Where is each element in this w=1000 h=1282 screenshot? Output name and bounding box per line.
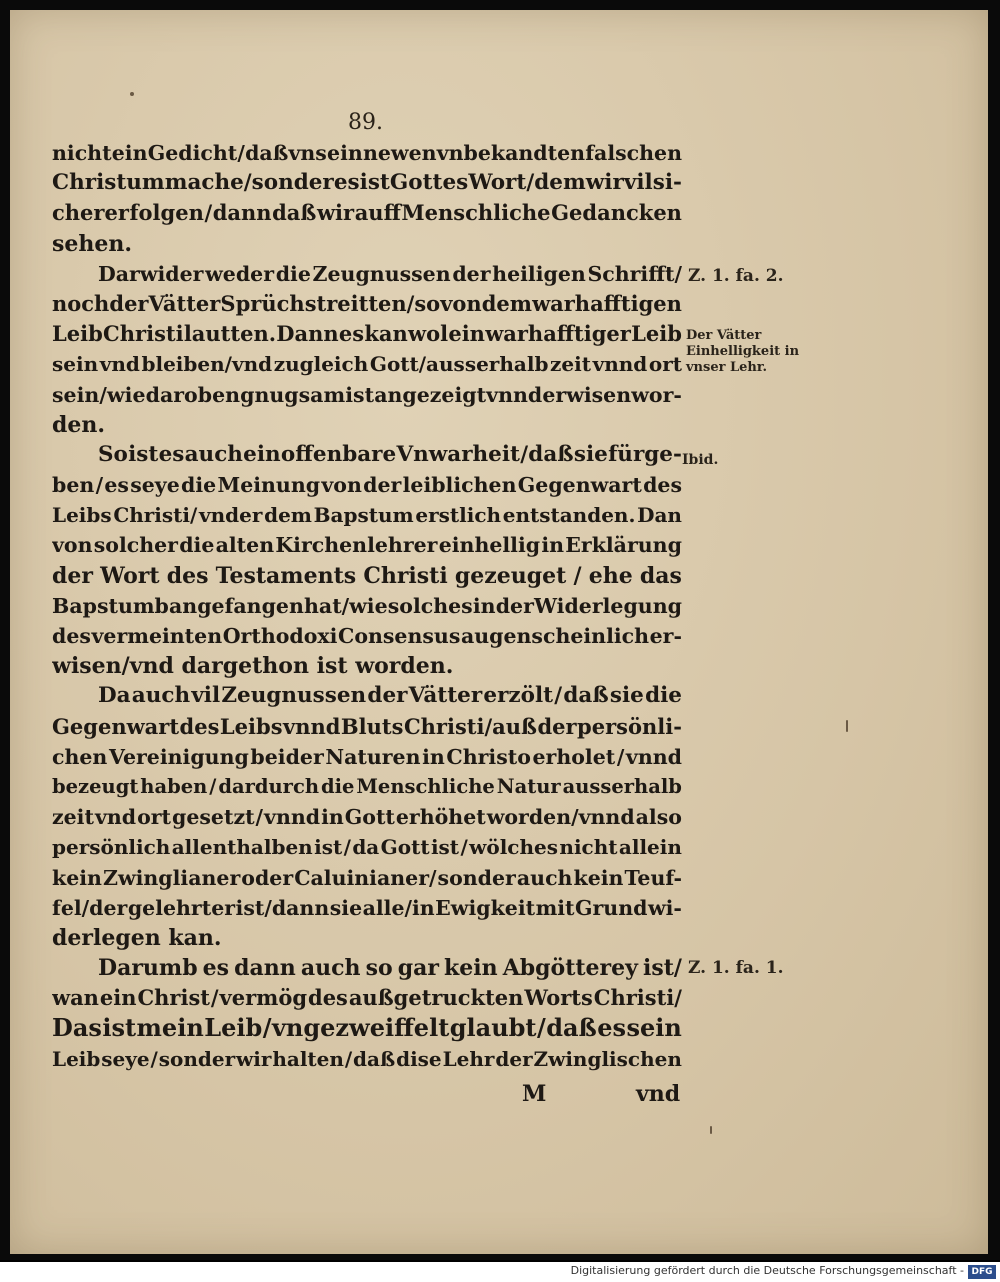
text-line: Leib Christi lautten. Dann es kan wol ein warhafftiger Leib [52,321,682,347]
page-number: 89. [348,110,383,135]
text-line: von solcher die alten Kirchenlehrer einhellig in Erklärung [52,533,682,558]
text-line: Darwider weder die Zeugnussen der heiligen Schrifft/ [98,261,682,286]
text-line: Das ist mein Leib / vngezweiffelt glaubt / daß es sein [52,1013,682,1043]
text-line: wan ein Christ / vermög des außgetruckten Worts Christi/ [52,985,682,1011]
text-line: der Wort des Testaments Christi gezeuget / ehe das [52,562,682,589]
text-line: des vermeinten Orthodoxi Consensus augenscheinlich er- [52,624,682,648]
book-page [10,10,988,1254]
text-line: Da auch vil Zeugnussen der Vätter erzölt / daß sie die [98,683,682,709]
paper-speck [710,1126,712,1134]
text-line: So ist es auch ein offenbare Vnwarheit / daß sie fürge- [98,441,682,467]
text-line: cherer folgen / dann daß wir auff Menschliche Gedancken [52,200,682,226]
footer-bar [0,1262,1000,1282]
text-line: nicht ein Gedicht / daß vns ein newen vnbekandten falschen [52,141,682,165]
text-line: Leibs Christi/ vnder dem Bapstum erstlich entstanden. Dan [52,503,682,528]
paper-speck [846,720,848,732]
margin-note-ibid: Ibid. [682,452,719,468]
text-line: sein vnd bleiben/vnd zugleich Gott/ausserhalb zeit vnnd ort [52,352,682,377]
text-line: sein / wie daroben gnugsam ist angezeigt vnnd erwisen wor- [52,382,682,407]
catchword: vnd [636,1081,681,1107]
text-line: Darumb es dann auch so gar kein Abgötterey ist/ [98,955,682,982]
text-line: sehen. [52,230,133,257]
margin-note-fathers: Der Vätter Einhelligkeit in vnser Lehr. [686,328,800,375]
dfg-logo: DFG [968,1265,996,1279]
text-line: zeit vnd ort gesetzt / vnnd in Gott erhöhet worden/vnnd also [52,805,682,830]
text-line: Leib seye / sonder wir halten / daß dise Lehr der Zwinglischen [52,1046,682,1071]
text-line: Bapstumb angefangen hat/wie solches in der Widerlegung [52,593,682,618]
text-line: fel/der gelehrter ist/dann sie alle/in Ewigkeit mit Grund wi- [52,895,682,920]
text-line: den. [52,411,106,438]
text-line: bezeugt haben / dardurch die Menschliche Natur ausserhalb [52,774,682,798]
margin-note-reference: Z. 1. fa. 2. [688,266,784,286]
text-line: wisen/vnd dargethon ist worden. [52,653,454,680]
main-text-block [52,138,682,1074]
signature-mark: M [522,1081,547,1107]
text-line: derlegen kan. [52,924,222,951]
paper-speck [130,92,134,96]
text-line: noch der Vätter Sprüch streitten/so von dem warhafftigen [52,290,682,316]
text-line: ben / es seye die Meinung von der leiblichen Gegenwart des [52,473,682,498]
text-line: kein Zwinglianer oder Caluinianer/ sonder auch kein Teuf- [52,865,682,890]
text-line: Gegenwart des Leibs vnnd Bluts Christi/auß der persönli- [52,713,682,739]
funding-notice: Digitalisierung gefördert durch die Deutsche Forschungsgemeinschaft - [570,1264,964,1277]
text-line: Christum mache/sonder es ist Gottes Wort / dem wir vil si- [52,170,682,196]
margin-note-reference: Z. 1. fa. 1. [688,958,784,978]
text-line: persönlich allenthalben ist / da Gott ist / wölches nicht allein [52,835,682,860]
text-line: chen Vereinigung beider Naturen in Christo erholet / vnnd [52,744,682,769]
